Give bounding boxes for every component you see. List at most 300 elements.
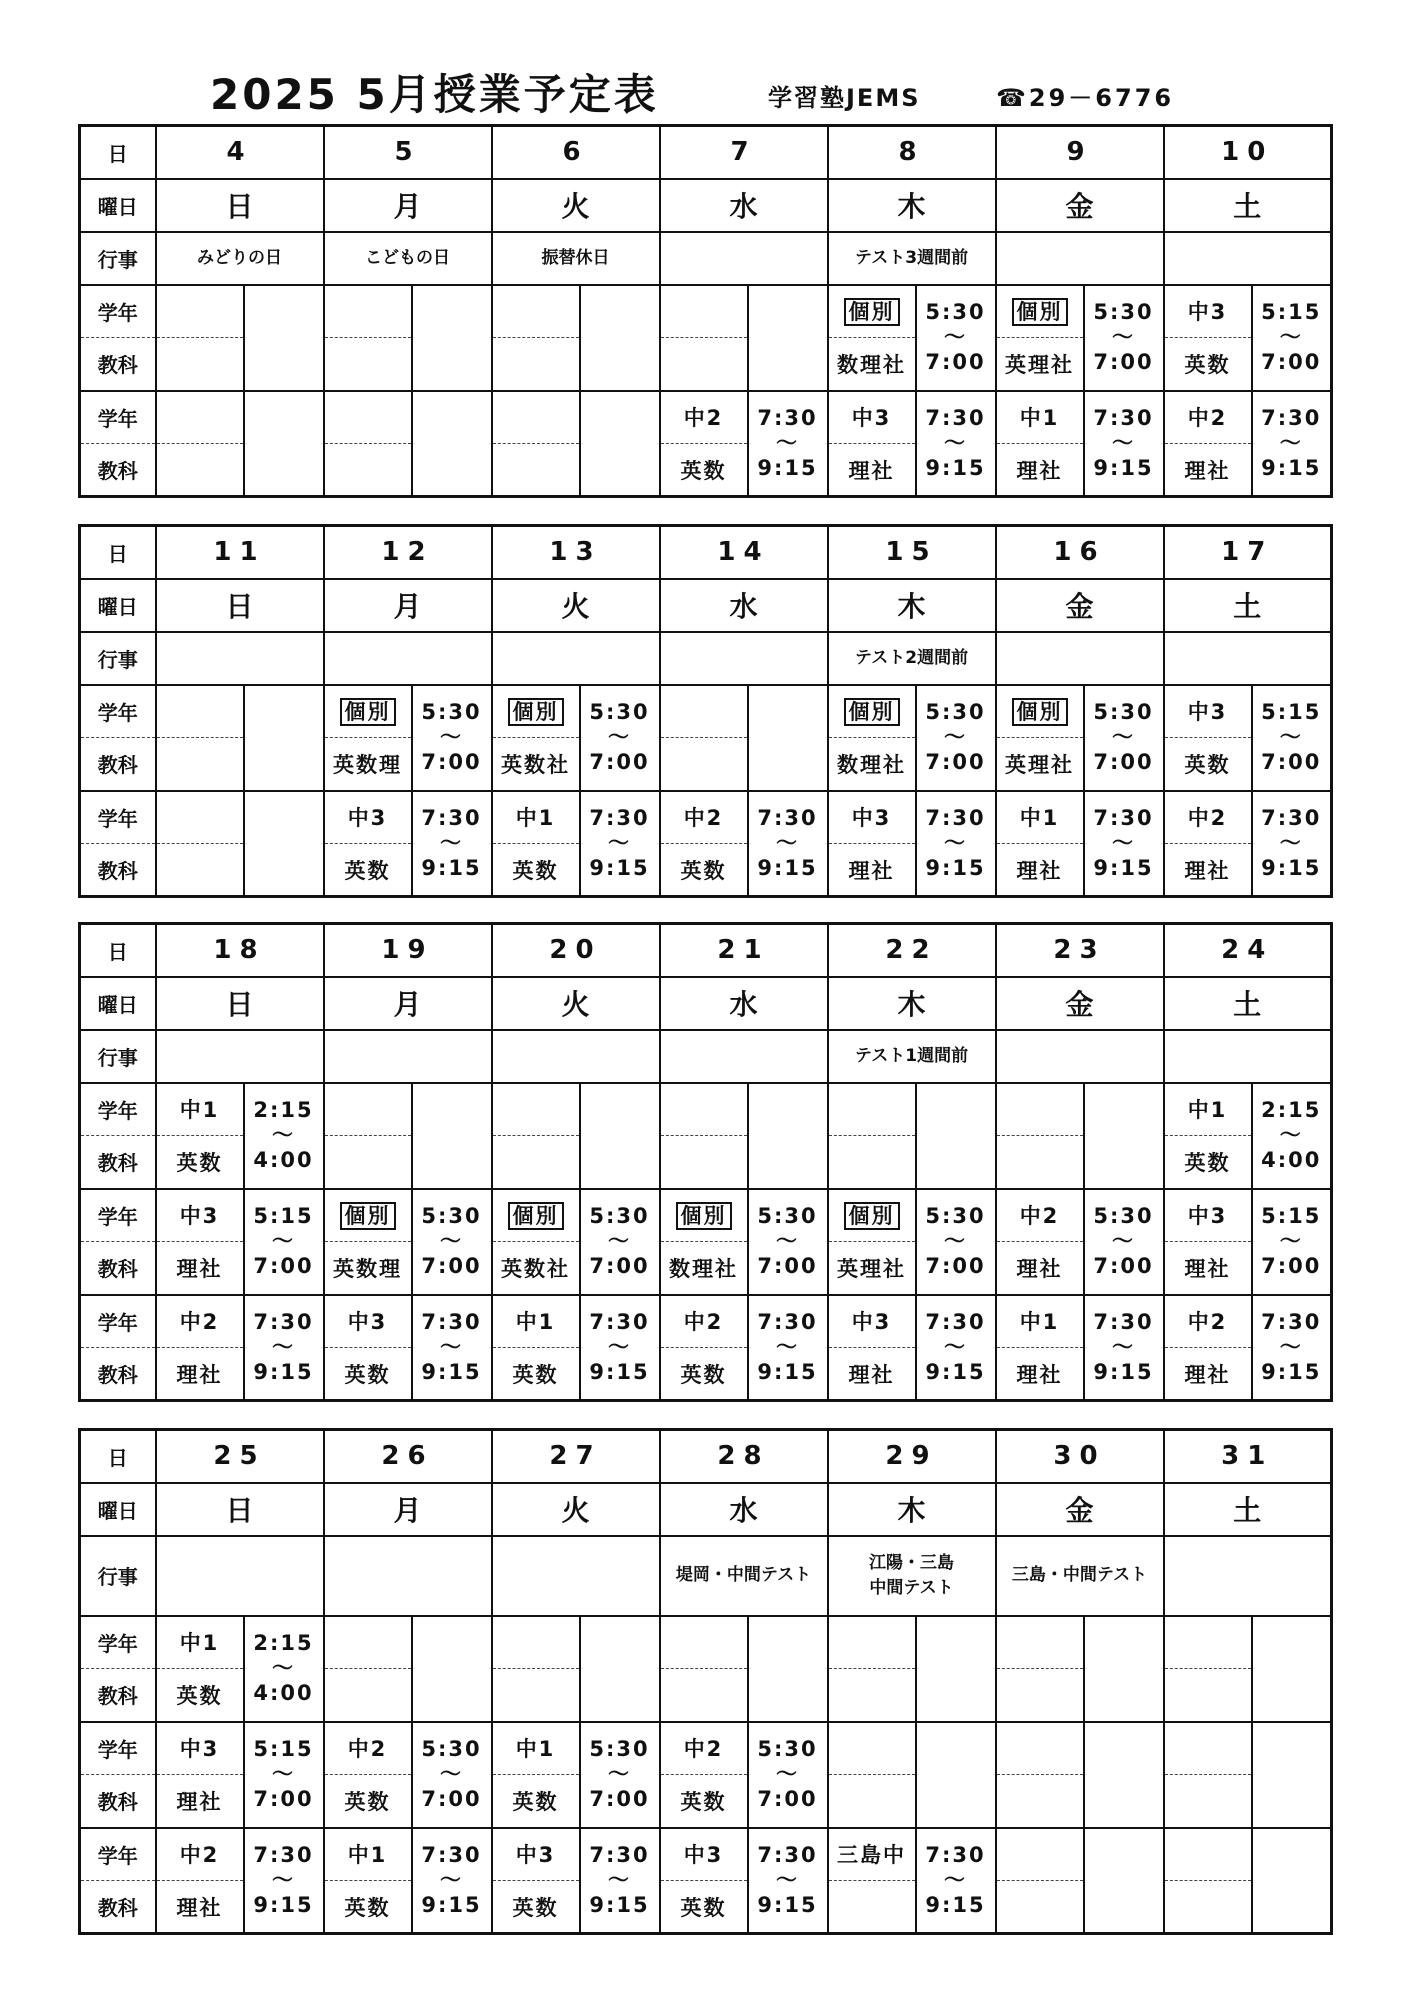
time-tilde: ～ (1279, 1123, 1303, 1147)
class-subject (1164, 1881, 1252, 1934)
date-cell: 6 (492, 126, 660, 179)
class-time (412, 1295, 492, 1401)
class-grade (660, 1616, 748, 1669)
weekday-cell: 水 (660, 1483, 828, 1536)
time-end: 9:15 (253, 1359, 314, 1384)
weekday-cell: 日 (156, 179, 324, 232)
session-grade-row (80, 1189, 1332, 1242)
row-label-weekday: 曜日 (80, 977, 156, 1030)
time-tilde: ～ (608, 725, 631, 749)
class-subject: 数理社 (828, 338, 916, 391)
class-subject (324, 444, 412, 497)
time-tilde: ～ (1112, 725, 1135, 749)
class-subject: 数理社 (828, 738, 916, 791)
class-time (580, 285, 660, 391)
time-start: 7:30 (589, 1842, 650, 1867)
class-time (916, 1083, 996, 1189)
class-time (1252, 1616, 1332, 1722)
row-label-subject: 教科 (80, 1775, 156, 1828)
time-tilde: ～ (272, 1762, 295, 1786)
class-time (244, 285, 324, 391)
class-grade: 中3 (1164, 685, 1252, 738)
event-cell (1164, 632, 1332, 685)
class-grade (660, 1083, 748, 1136)
class-subject: 英数 (492, 844, 580, 897)
time-start: 2:15 (253, 1098, 314, 1122)
time-start: 7:30 (1261, 1309, 1322, 1334)
class-subject: 英数 (156, 1669, 244, 1722)
time-start: 7:30 (925, 805, 986, 830)
class-grade: 中3 (660, 1828, 748, 1881)
time-tilde: ～ (440, 725, 463, 749)
weekday-cell: 月 (324, 1483, 492, 1536)
class-subject: 理社 (156, 1242, 244, 1295)
time-end: 7:00 (589, 1787, 650, 1811)
class-time (1084, 1189, 1164, 1295)
class-time (1084, 791, 1164, 897)
class-subject: 英数社 (492, 1242, 580, 1295)
class-time (1252, 1828, 1332, 1934)
class-subject: 理社 (156, 1881, 244, 1934)
class-subject: 理社 (828, 1348, 916, 1401)
class-subject: 英数 (660, 1881, 748, 1934)
class-grade: 中1 (996, 791, 1084, 844)
class-subject (828, 1775, 916, 1828)
time-start: 7:30 (1261, 805, 1322, 830)
date-cell: 23 (996, 924, 1164, 977)
class-subject: 英数理 (324, 1242, 412, 1295)
date-cell: 8 (828, 126, 996, 179)
time-end: 7:00 (421, 1787, 482, 1811)
session-grade-row (80, 391, 1332, 444)
time-end: 9:15 (925, 1359, 986, 1384)
time-end: 7:00 (757, 1787, 818, 1811)
class-grade (324, 391, 412, 444)
weekday-row (80, 977, 1332, 1030)
event-cell: 振替休日 (492, 232, 660, 285)
weekday-cell: 水 (660, 579, 828, 632)
event-cell: テスト1週間前 (828, 1030, 996, 1083)
event-cell (156, 1536, 324, 1616)
class-grade (828, 1722, 916, 1775)
time-tilde: ～ (1279, 325, 1303, 349)
date-cell: 9 (996, 126, 1164, 179)
time-end: 9:15 (1093, 455, 1154, 480)
time-start: 7:30 (421, 1309, 482, 1334)
date-cell: 22 (828, 924, 996, 977)
class-time (748, 1616, 828, 1722)
class-grade: 中1 (492, 1722, 580, 1775)
class-subject: 英数 (324, 844, 412, 897)
row-label-event: 行事 (80, 632, 156, 685)
class-subject (828, 1881, 916, 1934)
class-grade: 中3 (324, 1295, 412, 1348)
class-grade: 中2 (660, 1722, 748, 1775)
class-time (1084, 1616, 1164, 1722)
time-start: 5:30 (925, 1204, 986, 1228)
class-grade (1164, 1616, 1252, 1669)
weekday-cell: 火 (492, 579, 660, 632)
individual-badge: 個別 (1012, 298, 1068, 326)
class-grade: 中2 (996, 1189, 1084, 1242)
row-label-subject: 教科 (80, 1881, 156, 1934)
class-time (1252, 1189, 1332, 1295)
time-end: 9:15 (925, 1892, 986, 1917)
event-cell (996, 232, 1164, 285)
class-subject: 理社 (156, 1775, 244, 1828)
row-label-grade: 学年 (80, 1083, 156, 1136)
time-start: 5:15 (1261, 1204, 1322, 1228)
individual-badge: 個別 (340, 1202, 396, 1230)
row-label-event: 行事 (80, 1030, 156, 1083)
date-cell: 31 (1164, 1430, 1332, 1483)
time-start: 7:30 (421, 1842, 482, 1867)
time-end: 7:00 (1093, 750, 1154, 774)
event-cell (156, 632, 324, 685)
class-time (748, 1189, 828, 1295)
class-grade (492, 1083, 580, 1136)
time-end: 9:15 (925, 855, 986, 880)
time-start: 7:30 (757, 805, 818, 830)
event-cell (1164, 1536, 1332, 1616)
class-time (916, 285, 996, 391)
class-subject: 英数社 (492, 738, 580, 791)
event-cell: みどりの日 (156, 232, 324, 285)
individual-badge: 個別 (340, 698, 396, 726)
time-start: 5:30 (589, 1204, 650, 1228)
time-tilde: ～ (944, 830, 967, 855)
class-grade (324, 1083, 412, 1136)
class-time (748, 791, 828, 897)
class-time (748, 391, 828, 497)
class-subject: 英数 (492, 1881, 580, 1934)
class-time (244, 1189, 324, 1295)
class-grade (660, 1189, 748, 1242)
time-start: 5:30 (421, 1737, 482, 1761)
class-time (916, 391, 996, 497)
time-start: 7:30 (1093, 1309, 1154, 1334)
event-cell (1164, 232, 1332, 285)
class-subject (1164, 1775, 1252, 1828)
time-start: 5:30 (1093, 300, 1154, 324)
time-tilde: ～ (1112, 1229, 1135, 1253)
class-grade (156, 685, 244, 738)
class-subject: 理社 (996, 1242, 1084, 1295)
event-cell (996, 1030, 1164, 1083)
session-grade-row (80, 1828, 1332, 1881)
weekday-cell: 水 (660, 977, 828, 1030)
session-grade-row (80, 285, 1332, 338)
class-subject (324, 338, 412, 391)
class-time (244, 1083, 324, 1189)
class-subject: 理社 (996, 444, 1084, 497)
time-tilde: ～ (608, 1867, 631, 1892)
time-end: 7:00 (1093, 350, 1154, 374)
time-tilde: ～ (776, 830, 799, 855)
event-cell (492, 632, 660, 685)
class-grade (1164, 1722, 1252, 1775)
class-time (580, 1828, 660, 1934)
class-subject: 英数 (1164, 1136, 1252, 1189)
class-time (580, 1722, 660, 1828)
class-subject (660, 738, 748, 791)
class-grade (996, 685, 1084, 738)
time-start: 7:30 (757, 405, 818, 430)
individual-badge: 個別 (508, 1202, 564, 1230)
class-grade: 中1 (492, 791, 580, 844)
class-grade (660, 685, 748, 738)
class-grade: 中1 (324, 1828, 412, 1881)
time-tilde: ～ (944, 1229, 967, 1253)
class-grade: 中3 (828, 1295, 916, 1348)
class-time (1084, 1295, 1164, 1401)
class-grade (996, 285, 1084, 338)
row-label-grade: 学年 (80, 285, 156, 338)
phone-number: ☎29－6776 (996, 84, 1175, 112)
date-cell: 13 (492, 526, 660, 579)
time-start: 7:30 (253, 1309, 314, 1334)
event-cell (660, 632, 828, 685)
class-grade: 中2 (660, 391, 748, 444)
class-time (1252, 1722, 1332, 1828)
weekday-cell: 火 (492, 1483, 660, 1536)
class-time (580, 1189, 660, 1295)
time-start: 5:15 (1261, 700, 1322, 724)
page-header (0, 56, 1414, 119)
class-grade (828, 285, 916, 338)
class-grade (492, 1189, 580, 1242)
time-start: 7:30 (757, 1309, 818, 1334)
event-cell (660, 1030, 828, 1083)
class-time (244, 1616, 324, 1722)
weekday-cell: 金 (996, 977, 1164, 1030)
session-grade-row (80, 685, 1332, 738)
class-time (580, 1295, 660, 1401)
class-subject (492, 1669, 580, 1722)
class-subject (156, 844, 244, 897)
event-cell (660, 232, 828, 285)
time-tilde: ～ (440, 1334, 463, 1359)
time-tilde: ～ (776, 430, 799, 455)
time-start: 5:15 (253, 1737, 314, 1761)
date-row (80, 526, 1332, 579)
class-time (1252, 1083, 1332, 1189)
time-start: 2:15 (1261, 1098, 1322, 1122)
class-time (580, 1083, 660, 1189)
time-tilde: ～ (776, 1229, 799, 1253)
class-grade: 中2 (1164, 391, 1252, 444)
individual-badge: 個別 (844, 698, 900, 726)
class-subject (492, 1136, 580, 1189)
class-grade (996, 1083, 1084, 1136)
class-grade: 中3 (1164, 1189, 1252, 1242)
time-start: 7:30 (757, 1842, 818, 1867)
time-tilde: ～ (440, 1867, 463, 1892)
class-grade: 三島中 (828, 1828, 916, 1881)
event-cell: テスト2週間前 (828, 632, 996, 685)
class-time (244, 1828, 324, 1934)
row-label-subject: 教科 (80, 1348, 156, 1401)
time-end: 7:00 (1261, 750, 1322, 774)
time-tilde: ～ (1112, 430, 1135, 455)
class-subject: 英理社 (996, 738, 1084, 791)
time-start: 5:30 (757, 1204, 818, 1228)
time-end: 7:00 (421, 750, 482, 774)
time-end: 7:00 (1093, 1254, 1154, 1278)
date-cell: 26 (324, 1430, 492, 1483)
weekday-cell: 火 (492, 977, 660, 1030)
class-time (412, 391, 492, 497)
event-cell (156, 1030, 324, 1083)
row-label-date: 日 (80, 126, 156, 179)
class-subject: 数理社 (660, 1242, 748, 1295)
event-cell: こどもの日 (324, 232, 492, 285)
class-subject (660, 1136, 748, 1189)
weekday-cell: 木 (828, 579, 996, 632)
date-cell: 14 (660, 526, 828, 579)
class-time (1084, 391, 1164, 497)
date-cell: 28 (660, 1430, 828, 1483)
class-subject (828, 1136, 916, 1189)
class-grade (324, 685, 412, 738)
time-tilde: ～ (272, 1867, 295, 1892)
time-tilde: ～ (944, 725, 967, 749)
time-tilde: ～ (1112, 325, 1135, 349)
individual-badge: 個別 (508, 698, 564, 726)
time-tilde: ～ (608, 1334, 631, 1359)
time-tilde: ～ (272, 1229, 295, 1253)
class-grade: 中2 (660, 1295, 748, 1348)
event-row (80, 232, 1332, 285)
class-time (1084, 1083, 1164, 1189)
class-grade: 中3 (1164, 285, 1252, 338)
time-start: 5:30 (421, 700, 482, 724)
class-time (1252, 285, 1332, 391)
date-cell: 17 (1164, 526, 1332, 579)
class-grade (156, 285, 244, 338)
row-label-event: 行事 (80, 1536, 156, 1616)
time-start: 5:30 (925, 300, 986, 324)
class-subject (492, 444, 580, 497)
individual-badge: 個別 (676, 1202, 732, 1230)
row-label-subject: 教科 (80, 444, 156, 497)
event-cell (324, 1536, 492, 1616)
time-end: 7:00 (925, 350, 986, 374)
time-end: 9:15 (421, 1892, 482, 1917)
class-subject (660, 338, 748, 391)
class-grade: 中1 (996, 391, 1084, 444)
weekday-cell: 月 (324, 977, 492, 1030)
weekday-cell: 水 (660, 179, 828, 232)
row-label-subject: 教科 (80, 1242, 156, 1295)
time-tilde: ～ (776, 1334, 799, 1359)
weekday-cell: 土 (1164, 179, 1332, 232)
time-start: 7:30 (1093, 405, 1154, 430)
time-end: 7:00 (421, 1254, 482, 1278)
class-grade: 中2 (660, 791, 748, 844)
date-cell: 11 (156, 526, 324, 579)
weekday-cell: 日 (156, 579, 324, 632)
class-grade (324, 285, 412, 338)
session-grade-row (80, 791, 1332, 844)
date-cell: 27 (492, 1430, 660, 1483)
class-grade (324, 1189, 412, 1242)
class-time (1084, 685, 1164, 791)
class-time (748, 285, 828, 391)
time-end: 4:00 (253, 1681, 314, 1705)
individual-badge: 個別 (1012, 698, 1068, 726)
class-time (412, 1189, 492, 1295)
class-time (748, 1083, 828, 1189)
time-end: 9:15 (253, 1892, 314, 1917)
date-cell: 30 (996, 1430, 1164, 1483)
class-subject: 英数 (660, 444, 748, 497)
time-tilde: ～ (1279, 1229, 1303, 1253)
date-row (80, 1430, 1332, 1483)
row-label-grade: 学年 (80, 1722, 156, 1775)
session-grade-row (80, 1083, 1332, 1136)
class-subject: 理社 (828, 444, 916, 497)
class-time (748, 685, 828, 791)
class-subject: 理社 (996, 844, 1084, 897)
time-tilde: ～ (272, 1123, 295, 1147)
event-row (80, 1536, 1332, 1616)
class-time (244, 685, 324, 791)
row-label-subject: 教科 (80, 844, 156, 897)
class-subject (324, 1669, 412, 1722)
time-start: 7:30 (421, 805, 482, 830)
time-end: 7:00 (925, 1254, 986, 1278)
class-time (1084, 1828, 1164, 1934)
weekday-cell: 土 (1164, 977, 1332, 1030)
time-tilde: ～ (944, 1867, 967, 1892)
class-subject (324, 1136, 412, 1189)
time-start: 5:30 (925, 700, 986, 724)
time-tilde: ～ (944, 430, 967, 455)
row-label-weekday: 曜日 (80, 579, 156, 632)
class-subject: 英数 (660, 1348, 748, 1401)
class-time (412, 1722, 492, 1828)
event-cell: 江陽・三島 中間テスト (828, 1536, 996, 1616)
class-grade (492, 285, 580, 338)
date-cell: 24 (1164, 924, 1332, 977)
class-time (1252, 1295, 1332, 1401)
time-end: 9:15 (589, 1892, 650, 1917)
session-grade-row (80, 1616, 1332, 1669)
weekday-cell: 月 (324, 579, 492, 632)
time-end: 7:00 (925, 750, 986, 774)
weekday-cell: 金 (996, 579, 1164, 632)
class-grade: 中2 (1164, 1295, 1252, 1348)
class-grade: 中3 (156, 1722, 244, 1775)
time-tilde: ～ (1279, 725, 1303, 749)
class-subject: 英数 (660, 1775, 748, 1828)
row-label-date: 日 (80, 526, 156, 579)
class-grade: 中2 (324, 1722, 412, 1775)
class-time (1252, 685, 1332, 791)
event-cell (324, 632, 492, 685)
row-label-grade: 学年 (80, 391, 156, 444)
weekday-cell: 金 (996, 179, 1164, 232)
class-time (748, 1722, 828, 1828)
event-row (80, 1030, 1332, 1083)
weekday-cell: 木 (828, 179, 996, 232)
row-label-subject: 教科 (80, 1669, 156, 1722)
time-end: 9:15 (757, 855, 818, 880)
date-cell: 19 (324, 924, 492, 977)
event-cell (492, 1536, 660, 1616)
class-time (916, 1722, 996, 1828)
